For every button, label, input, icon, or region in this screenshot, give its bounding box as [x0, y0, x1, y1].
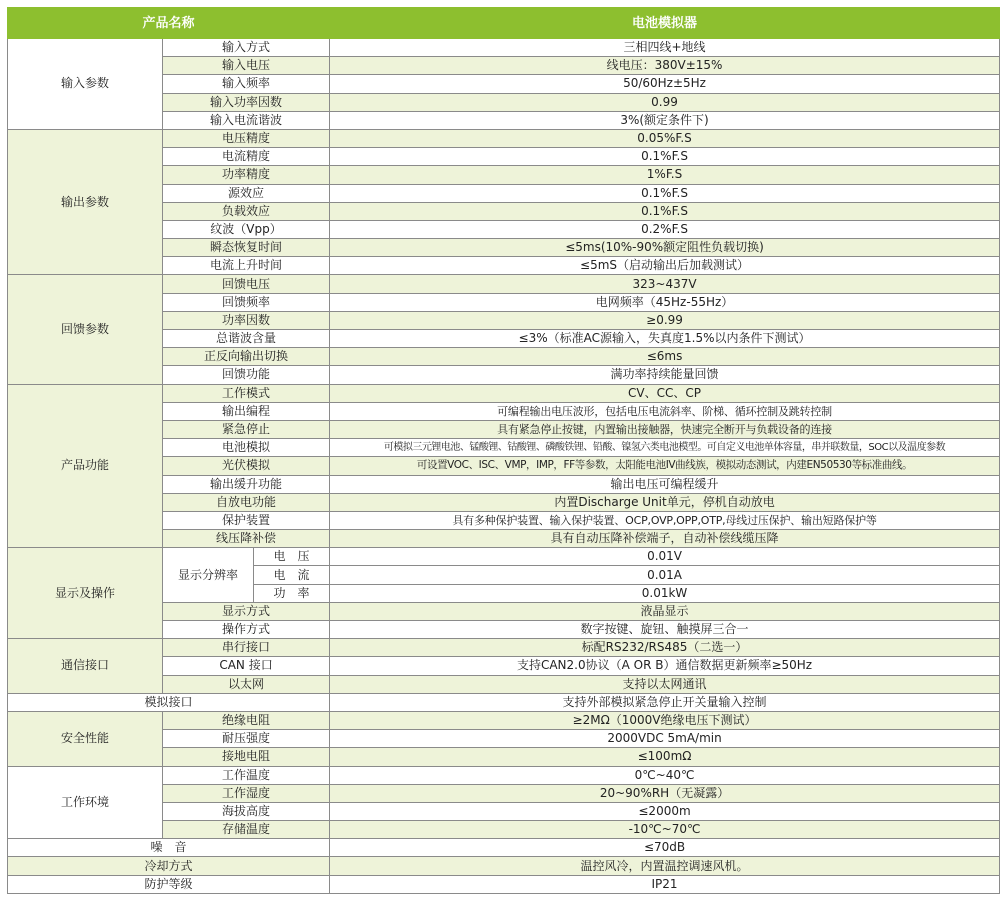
group-input: 输入参数	[8, 39, 163, 130]
table-row	[8, 693, 1000, 711]
row-label: 电 流	[254, 566, 330, 584]
row-value: 三相四线+地线	[330, 39, 1000, 57]
row-label: 功 率	[254, 584, 330, 602]
row-label: CAN 接口	[163, 657, 330, 675]
row-value: 线电压：380V±15%	[330, 57, 1000, 75]
row-value: 液晶显示	[330, 602, 1000, 620]
row-value: 输出电压可编程缓升	[330, 475, 1000, 493]
table-header	[8, 8, 1000, 39]
row-label: 工作湿度	[163, 784, 330, 802]
row-label: 输出编程	[163, 402, 330, 420]
group-output: 输出参数	[8, 129, 163, 275]
row-value: 可模拟三元锂电池、锰酸锂、钴酸锂、磷酸铁锂、铅酸、镍氢六类电池模型。可自定义电池单体容量，串并联数量，SOC以及温度参数	[330, 439, 1000, 457]
group-function: 产品功能	[8, 384, 163, 548]
row-label: 输入电压	[163, 57, 330, 75]
table-row	[8, 39, 1000, 57]
row-value: 支持CAN2.0协议（A OR B）通信数据更新频率≥50Hz	[330, 657, 1000, 675]
table-row	[8, 129, 1000, 147]
row-value: 内置Discharge Unit单元，停机自动放电	[330, 493, 1000, 511]
header-product-name: 产品名称	[8, 8, 330, 39]
row-value: ≥2MΩ（1000V绝缘电压下测试）	[330, 711, 1000, 729]
row-label: 操作方式	[163, 621, 330, 639]
row-label: 正反向输出切换	[163, 348, 330, 366]
row-label: 电流精度	[163, 148, 330, 166]
group-feedback: 回馈参数	[8, 275, 163, 384]
row-value: 具有紧急停止按键，内置输出接触器，快速完全断开与负载设备的连接	[330, 420, 1000, 438]
row-value: ≤100mΩ	[330, 748, 1000, 766]
row-value: 0.2%F.S	[330, 220, 1000, 238]
row-label: 总谐波含量	[163, 330, 330, 348]
row-label: 冷却方式	[8, 857, 330, 875]
row-value: 50/60Hz±5Hz	[330, 75, 1000, 93]
row-value: IP21	[330, 875, 1000, 893]
row-value: 323~437V	[330, 275, 1000, 293]
row-label: 输入频率	[163, 75, 330, 93]
row-value: 0.1%F.S	[330, 148, 1000, 166]
display-resolution-label: 显示分辨率	[163, 548, 254, 603]
header-product-type: 电池模拟器	[330, 8, 1000, 39]
row-label: 耐压强度	[163, 730, 330, 748]
row-label: 电 压	[254, 548, 330, 566]
row-value: 3%(额定条件下)	[330, 111, 1000, 129]
row-value: 0℃~40℃	[330, 766, 1000, 784]
row-value: 电网频率（45Hz-55Hz）	[330, 293, 1000, 311]
row-value: 0.1%F.S	[330, 202, 1000, 220]
row-label: 电压精度	[163, 129, 330, 147]
row-label: 工作模式	[163, 384, 330, 402]
table-row	[8, 275, 1000, 293]
row-label: 显示方式	[163, 602, 330, 620]
row-label: 以太网	[163, 675, 330, 693]
row-label: 紧急停止	[163, 420, 330, 438]
row-label: 自放电功能	[163, 493, 330, 511]
row-label: 负载效应	[163, 202, 330, 220]
row-label: 接地电阻	[163, 748, 330, 766]
row-value: 数字按键、旋钮、触摸屏三合一	[330, 621, 1000, 639]
row-label: 模拟接口	[8, 693, 330, 711]
group-display: 显示及操作	[8, 548, 163, 639]
row-label: 电流上升时间	[163, 257, 330, 275]
row-label: 输入方式	[163, 39, 330, 57]
row-value: 20~90%RH（无凝露）	[330, 784, 1000, 802]
row-value: 满功率持续能量回馈	[330, 366, 1000, 384]
row-value: ≥0.99	[330, 311, 1000, 329]
row-value: ≤5mS（启动输出后加载测试）	[330, 257, 1000, 275]
table-row	[8, 548, 1000, 566]
row-label: 防护等级	[8, 875, 330, 893]
row-label: 输入功率因数	[163, 93, 330, 111]
table-row	[8, 875, 1000, 893]
row-value: 2000VDC 5mA/min	[330, 730, 1000, 748]
row-value: ≤6ms	[330, 348, 1000, 366]
row-value: 1%F.S	[330, 166, 1000, 184]
row-label: 线压降补偿	[163, 530, 330, 548]
row-value: 可设置VOC、ISC、VMP，IMP，FF等参数，太阳能电池IV曲线族，模拟动态测试，内建EN50530等标准曲线。	[330, 457, 1000, 475]
row-value: 温控风冷，内置温控调速风机。	[330, 857, 1000, 875]
row-label: 绝缘电阻	[163, 711, 330, 729]
row-label: 功率因数	[163, 311, 330, 329]
row-value: 0.1%F.S	[330, 184, 1000, 202]
table-row	[8, 857, 1000, 875]
row-label: 瞬态恢复时间	[163, 239, 330, 257]
row-value: 0.01A	[330, 566, 1000, 584]
row-label: 光伏模拟	[163, 457, 330, 475]
table-row	[8, 639, 1000, 657]
row-value: 可编程输出电压波形，包括电压电流斜率、阶梯、循环控制及跳转控制	[330, 402, 1000, 420]
row-value: ≤2000m	[330, 802, 1000, 820]
row-value: 具有自动压降补偿端子，自动补偿线缆压降	[330, 530, 1000, 548]
row-value: ≤70dB	[330, 839, 1000, 857]
row-value: 0.01V	[330, 548, 1000, 566]
table-row	[8, 839, 1000, 857]
table-row	[8, 384, 1000, 402]
table-row	[8, 766, 1000, 784]
row-value: 支持以太网通讯	[330, 675, 1000, 693]
row-value: CV、CC、CP	[330, 384, 1000, 402]
row-value: 0.05%F.S	[330, 129, 1000, 147]
spec-table	[7, 7, 1000, 894]
row-label: 纹波（Vpp）	[163, 220, 330, 238]
row-label: 串行接口	[163, 639, 330, 657]
group-safety: 安全性能	[8, 711, 163, 766]
row-label: 工作温度	[163, 766, 330, 784]
row-value: 具有多种保护装置、输入保护装置、OCP,OVP,OPP,OTP,母线过压保护、输出短路保护等	[330, 511, 1000, 529]
row-value: 标配RS232/RS485（二选一）	[330, 639, 1000, 657]
table-row	[8, 711, 1000, 729]
row-label: 功率精度	[163, 166, 330, 184]
row-value: -10℃~70℃	[330, 821, 1000, 839]
row-value: ≤3%（标准AC源输入，失真度1.5%以内条件下测试）	[330, 330, 1000, 348]
row-label: 回馈电压	[163, 275, 330, 293]
group-comm: 通信接口	[8, 639, 163, 694]
row-value: 0.99	[330, 93, 1000, 111]
row-value: 支持外部模拟紧急停止开关量输入控制	[330, 693, 1000, 711]
row-label: 源效应	[163, 184, 330, 202]
row-label: 回馈功能	[163, 366, 330, 384]
row-label: 输出缓升功能	[163, 475, 330, 493]
row-label: 电池模拟	[163, 439, 330, 457]
row-value: 0.01kW	[330, 584, 1000, 602]
row-label: 回馈频率	[163, 293, 330, 311]
row-label: 海拔高度	[163, 802, 330, 820]
row-value: ≤5ms(10%-90%额定阻性负载切换)	[330, 239, 1000, 257]
group-env: 工作环境	[8, 766, 163, 839]
row-label: 输入电流谐波	[163, 111, 330, 129]
row-label: 噪 音	[8, 839, 330, 857]
row-label: 保护装置	[163, 511, 330, 529]
row-label: 存储温度	[163, 821, 330, 839]
